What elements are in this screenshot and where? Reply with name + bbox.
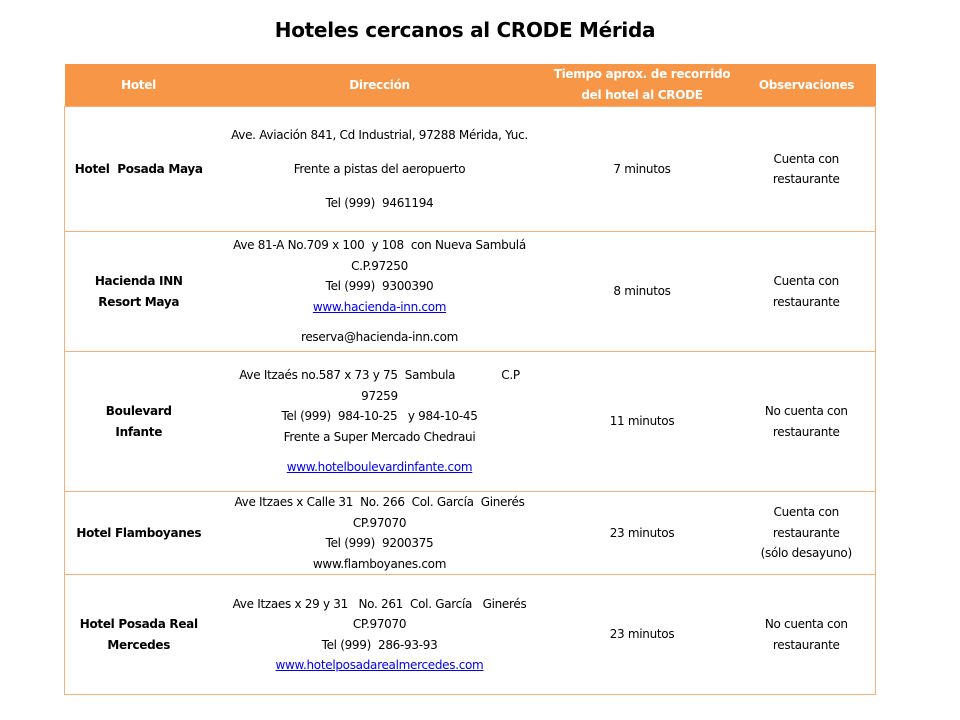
hotel-name-cell [65, 232, 213, 352]
observation-line: Cuenta con [773, 274, 839, 288]
phone-text: Tel (999) 286-93-93 [321, 637, 438, 652]
hotel-name: Mercedes [107, 637, 171, 652]
header-tiempo-line1: Tiempo aprox. de recorrido [553, 67, 731, 81]
address-line: C.P.97250 [351, 258, 408, 273]
table-row [65, 107, 876, 232]
travel-time-cell: 8 minutos [547, 232, 738, 352]
address-line: Ave Itzaes x Calle 31 No. 266 Col. García Ginerés [234, 495, 525, 509]
address-line: C.P [501, 368, 520, 383]
observations-cell [738, 492, 876, 575]
address-line: Ave. Aviación 841, Cd Industrial, 97288 Mérida, Yuc. [231, 128, 528, 142]
address-cell [213, 575, 547, 695]
observation-line: No cuenta con [764, 404, 848, 418]
observations-cell [738, 575, 876, 695]
address-line: CP.97070 [352, 515, 407, 530]
hotel-name-cell [65, 575, 213, 695]
phone-text: Tel (999) 984-10-25 y 984-10-45 [281, 409, 478, 424]
website-link[interactable]: www.hotelposadarealmercedes.com [275, 658, 484, 672]
website-link[interactable]: www.hotelboulevardinfante.com [286, 460, 473, 475]
table-row [65, 232, 876, 352]
table-row [65, 352, 876, 492]
address-line: CP.97070 [352, 617, 407, 631]
table-header-row [65, 64, 876, 107]
observation-line: Cuenta con [773, 151, 839, 166]
header-tiempo [547, 64, 738, 107]
observation-line: restaurante [772, 637, 840, 652]
hotel-name: Infante [115, 424, 163, 439]
observations-cell [738, 352, 876, 492]
travel-time-cell: 7 minutos [547, 107, 738, 232]
hotel-name: Resort Maya [98, 294, 180, 309]
travel-time-cell: 23 minutos [547, 492, 738, 575]
hotel-name: Boulevard [105, 404, 172, 418]
hotels-table [64, 64, 876, 695]
observation-line: restaurante [772, 294, 840, 309]
header-hotel: Hotel [65, 64, 213, 107]
travel-time-cell: 23 minutos [547, 575, 738, 695]
hotel-name: Hotel Posada Maya [74, 161, 203, 176]
observations-cell [738, 107, 876, 232]
phone-text: Tel (999) 9200375 [325, 536, 434, 550]
address-line: Ave Itzaes x 29 y 31 No. 261 Col. García Ginerés [232, 596, 527, 611]
address-cell [213, 107, 547, 232]
address-cell [213, 232, 547, 352]
hotel-name: Hacienda INN [94, 274, 183, 288]
header-observaciones: Observaciones [738, 64, 876, 107]
hotel-name: Hotel Posada Real [79, 617, 198, 631]
table-row [65, 575, 876, 695]
address-line: Frente a Super Mercado Chedraui [283, 429, 476, 444]
email-text: reserva@hacienda-inn.com [300, 330, 459, 345]
website-text: www.flamboyanes.com [312, 556, 447, 571]
page-title: Hoteles cercanos al CRODE Mérida [274, 18, 656, 42]
observation-line: restaurante [772, 172, 840, 186]
hotel-name-cell [65, 352, 213, 492]
hotel-name: Hotel Flamboyanes [76, 525, 202, 540]
observation-line: restaurante [772, 424, 840, 439]
observation-line: No cuenta con [764, 617, 848, 631]
observation-line: (sólo desayuno) [760, 546, 852, 561]
header-direccion: Dirección [213, 64, 547, 107]
address-line: Ave Itzaés no.587 x 73 y 75 Sambula [239, 368, 456, 383]
address-cell [213, 492, 547, 575]
travel-time-cell: 11 minutos [547, 352, 738, 492]
hotel-name-cell [65, 107, 213, 232]
observations-cell [738, 232, 876, 352]
hotel-name-cell [65, 492, 213, 575]
phone-text: Tel (999) 9461194 [325, 196, 434, 210]
table-row [65, 492, 876, 575]
address-cell [213, 352, 547, 492]
address-line: Frente a pistas del aeropuerto [293, 162, 466, 176]
phone-text: Tel (999) 9300390 [325, 279, 434, 294]
observation-line: restaurante [772, 525, 840, 540]
website-link[interactable]: www.hacienda-inn.com [312, 299, 447, 314]
header-tiempo-line2: del hotel al CRODE [581, 88, 703, 102]
address-line: Ave 81-A No.709 x 100 y 108 con Nueva Sambulá [233, 238, 526, 253]
observation-line: Cuenta con [773, 505, 839, 520]
address-line: 97259 [361, 388, 398, 403]
